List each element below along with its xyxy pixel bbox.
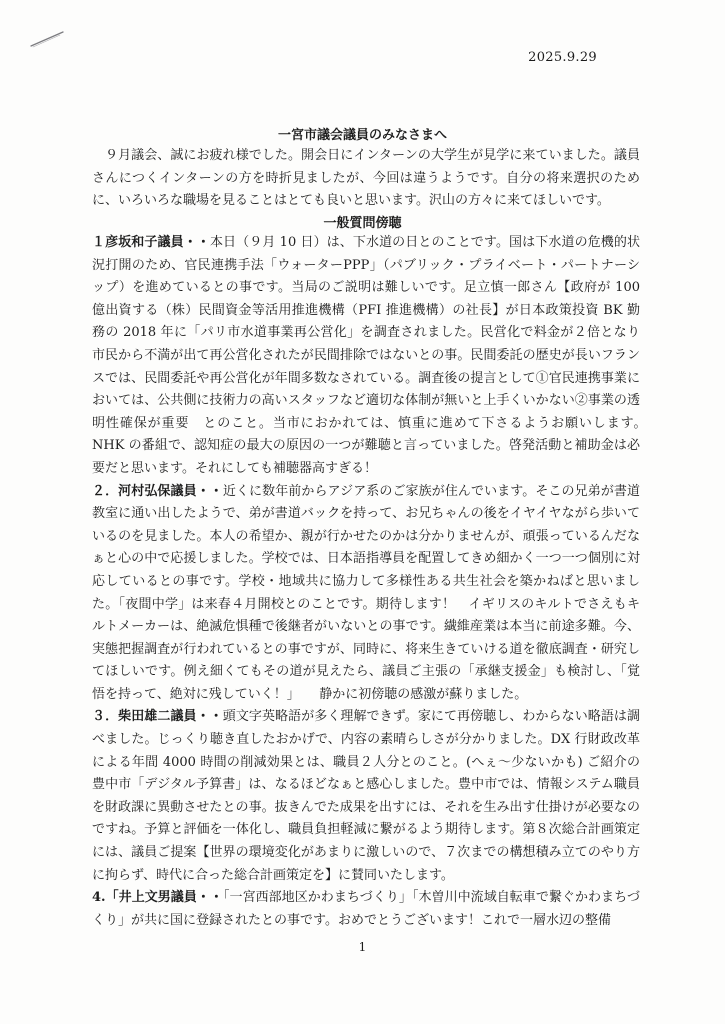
pen-stroke-mark <box>30 30 64 48</box>
entry-text: 頭文字英略語が多く理解できず。家にて再傍聴し、わからない略語は調べました。じっくり聴き直したおかげで、内容の素晴らしさが分かりました。DX 行財政改革による年間 4000 時間の削減効果とは、職員２人分とのこと。(へぇ～少ないかも) ご紹介の豊中市「デジタル予算書」は、なるほどなぁと感心しました。豊中市では、情報システム職員を財政課に異動させたとの事。抜きんでた成果を出すには、それを生み出す仕掛けが必要なのですね。予算と評価を一体化し、職員負担軽減に繋がるよう期待します。第８次総合計画策定には、議員ご提案【世界の環境変化があまりに激しいので、７次までの構想積み立てのやり方に拘らず、時代に合った総合計画策定を】に賛同いたします。 <box>92 709 640 883</box>
entry-text: 本日（９月 10 日）は、下水道の日とのことです。国は下水道の危機的状況打開のため、官民連携手法「ウォーターPPP」（パブリック・プライベート・パートナーシップ）を進めているとの事です。当局のご説明は難しいです。足立慎一郎さん【政府が 100 億出資する（株）民間資金等活用推進機構（PFI 推進機構）の社長】が日本政策投資 BK 勤務の 2018 年に「パリ市水道事業再公営化」を調査されました。民営化で料金が２倍となり市民から不満が出て再公営化されたが民間排除ではないとの事。民間委託の歴史が長いフランスでは、民間委託や再公営化が年間多数なされている。調査後の提言として①官民連携事業においては、公共側に技術力の高いスタッフなど適切な体制が無いと上手くいかない②事業の透明性確保が重要 とのこと。当市におかれては、慎重に進めて下さるようお願いします。 NHK の番組で、認知症の最大の原因の一つが難聴と言っていました。啓発活動と補助金は必要だと思います。それにしても補聴器高すぎる！ <box>92 235 654 476</box>
intro-paragraph: ９月議会、誠にお疲れ様でした。開会日にインターンの大学生が見学に来ていました。議員さんにつくインターンの方を時折見ましたが、今回は違うようです。自分の将来選択のために、いろいろな職場を見ることはとても良いと思います。沢山の方々に来てほしいです。 <box>92 148 640 208</box>
speaker-name: ３．柴田雄二議員・・ <box>92 709 223 725</box>
page-number: 1 <box>358 940 367 954</box>
entry-paragraph <box>92 706 640 887</box>
speaker-name: ２．河村弘保議員・・ <box>92 483 223 499</box>
entry-paragraph <box>92 481 640 707</box>
speaker-name: １彦坂和子議員・・ <box>92 235 210 250</box>
entry-paragraph <box>92 887 640 932</box>
section-title: 一般質問傍聴 <box>323 216 402 231</box>
speaker-name: 4.「井上文男議員・・ <box>92 890 223 906</box>
document-body <box>92 232 654 932</box>
entry-text: 近くに数年前からアジア系のご家族が住んでいます。そこの兄弟が書道教室に通い出したようで、弟が書道バックを持って、お兄ちゃんの後をイヤイヤながら歩いているのを見ました。本人の希望か、親が行かせたのかは分かりませんが、頑張っているんだなぁと心の中で応援しました。学校では、日本語指導員を配置してきめ細かく一つ一つ個別に対応しているとの事です。学校・地域共に協力して多様性ある共生社会を築かねばと思いました。「夜間中学」は来春４月開校とのことです。期待します！ イギリスのキルトでさえもキルトメーカーは、絶滅危惧種で後継者がいないとの事です。繊維産業は本当に前途多難。今、実態把握調査が行われているとの事ですが、同時に、将来生きていける道を徹底調査・研究してほしいです。例え細くてもその道が見えたら、議員ご主張の「承継支援金」も検討し、「覚悟を持って、絶対に残していく！」 静かに初傍聴の感激が蘇りました。 <box>92 483 640 702</box>
document-date: 2025.9.29 <box>528 50 597 65</box>
entry-paragraph <box>92 232 654 481</box>
document-title: 一宮市議会議員のみなさまへ <box>277 128 447 143</box>
entry-text: 「一宮西部地区かわまちづくり」「木曽川中流域自転車で繋ぐかわまちづくり」が共に国に登録されたとの事です。おめでとうございます！これで一層水辺の整備 <box>92 890 640 928</box>
